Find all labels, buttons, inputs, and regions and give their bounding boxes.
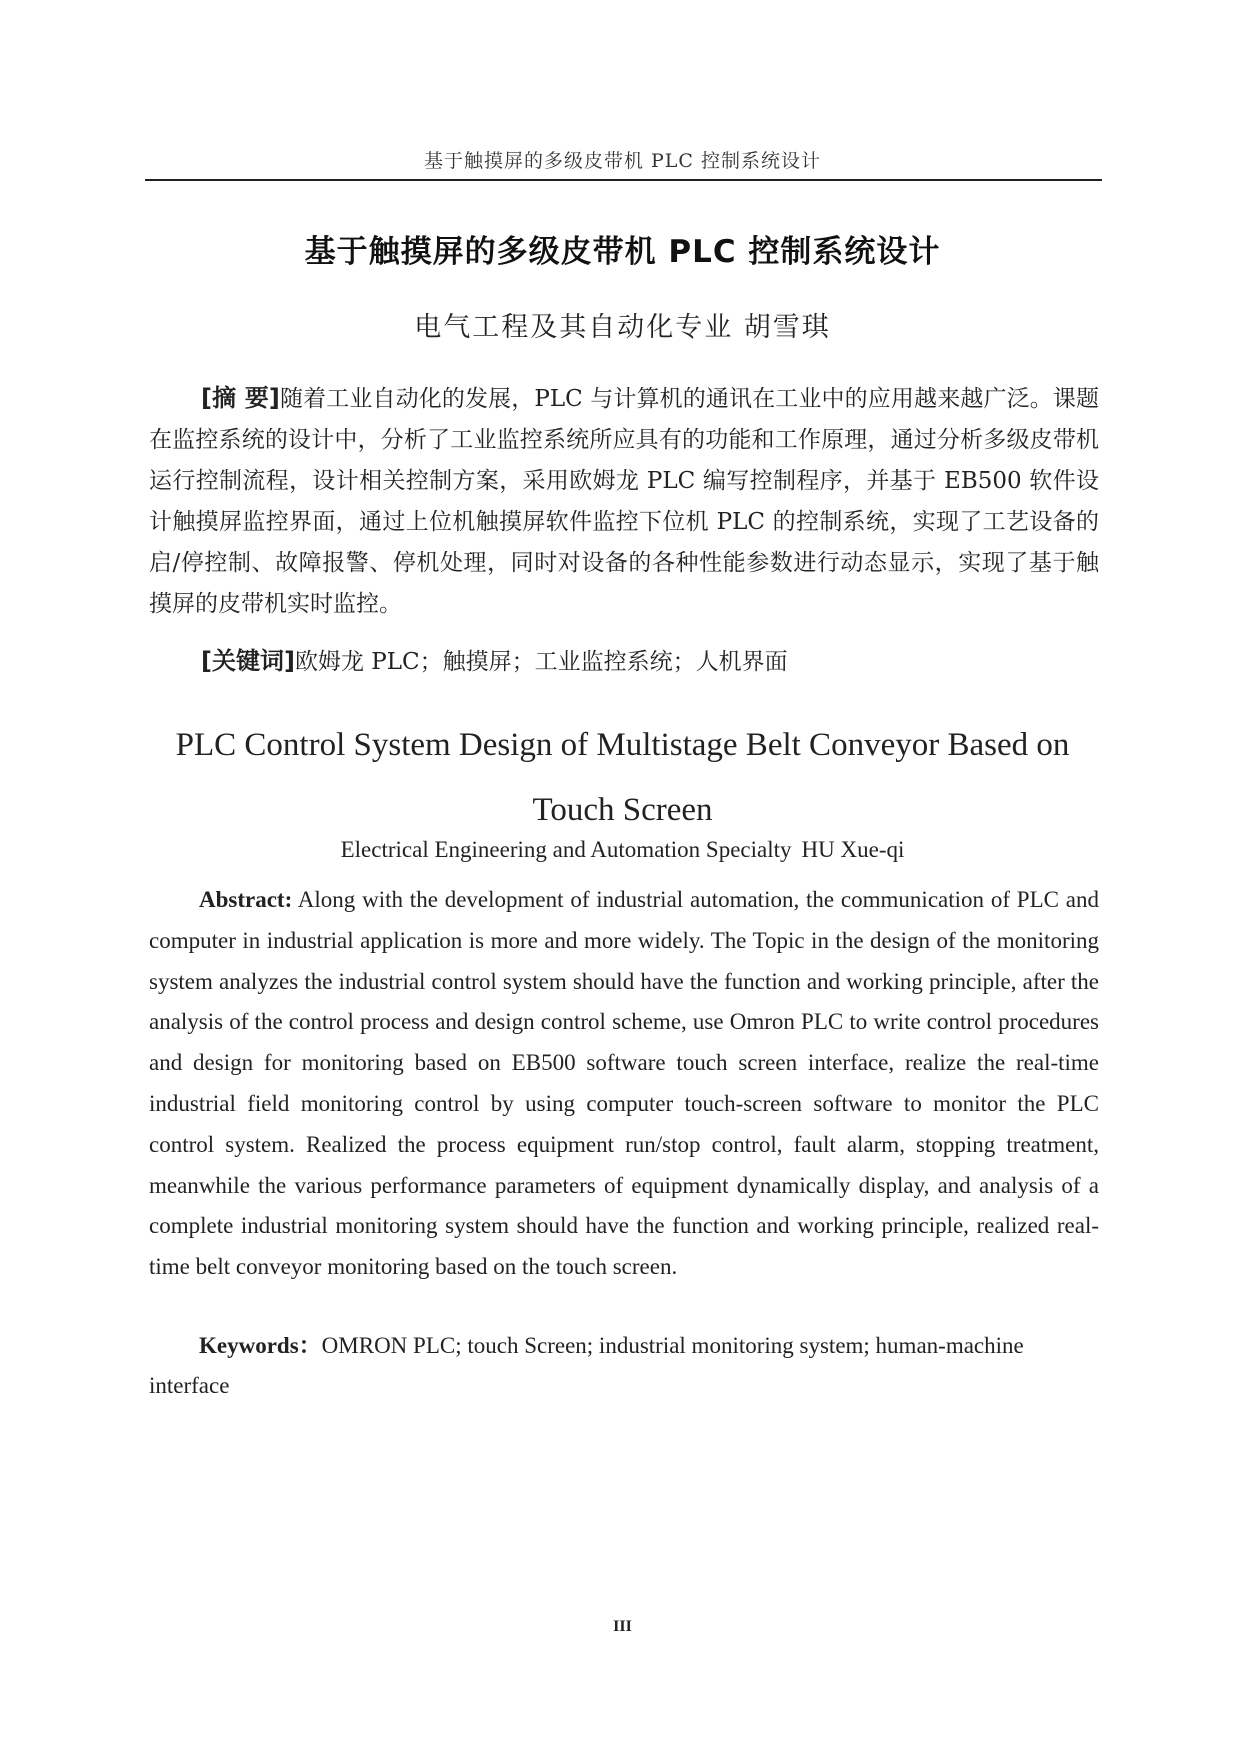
chinese-keywords [149,643,1099,680]
chinese-abstract [149,378,1099,625]
english-specialty: Electrical Engineering and Automation Specialty [340,837,792,862]
chinese-keywords-text: 欧姆龙 PLC；触摸屏；工业监控系统；人机界面 [294,649,788,675]
english-title: PLC Control System Design of Multistage Belt Conveyor Based on Touch Screen [175,727,1070,828]
english-keywords [149,1326,1099,1406]
page-number: III [613,1618,632,1635]
chinese-author-line: 电气工程及其自动化专业 胡雪琪 [414,312,831,343]
english-abstract-label: Abstract: [199,887,293,912]
english-keywords-label: Keywords： [199,1333,322,1358]
chinese-abstract-text: 随着工业自动化的发展，PLC 与计算机的通讯在工业中的应用越来越广泛。课题在监控系统的设计中，分析了工业监控系统所应具有的功能和工作原理，通过分析多级皮带机运行控制流程，设计相关控制方案，采用欧姆龙 PLC 编写控制程序，并基于 EB500 软件设计触摸屏监控界面，通过上位机触摸屏软件监控下位机 PLC 的控制系统，实现了工艺设备的启/停控制、故障报警、停机处理，同时对设备的各种性能参数进行动态显示，实现了基于触摸屏的皮带机实时监控。 [149,386,1099,617]
chinese-title: 基于触摸屏的多级皮带机 PLC 控制系统设计 [304,234,941,270]
chinese-abstract-label: [摘 要] [201,384,280,412]
header-divider [145,179,1102,181]
chinese-keywords-label: [关键词] [201,647,295,675]
english-keywords-text: OMRON PLC; touch Screen; industrial monitoring system; human-machine interface [149,1333,1024,1398]
english-author: HU Xue-qi [801,837,905,862]
english-abstract [149,880,1099,1288]
english-author-line [146,837,1099,863]
running-header: 基于触摸屏的多级皮带机 PLC 控制系统设计 [423,150,822,172]
english-abstract-text: Along with the development of industrial automation, the communication of PLC and computer in industrial application is more and more widely. The Topic in the design of the monitoring system analyzes the industrial control system should have the function and working principle, after the analysis of the control process and design control scheme, use Omron PLC to write control procedures and design for monitoring based on EB500 software touch screen interface, realize the real-time industrial field monitoring control by using computer touch-screen software to monitor the PLC control system. Realized the process equipment run/stop control, fault alarm, stopping treatment, meanwhile the various performance parameters of equipment dynamically display, and analysis of a complete industrial monitoring system should have the function and working principle, realized real-time belt conveyor monitoring based on the touch screen. [149,887,1099,1280]
